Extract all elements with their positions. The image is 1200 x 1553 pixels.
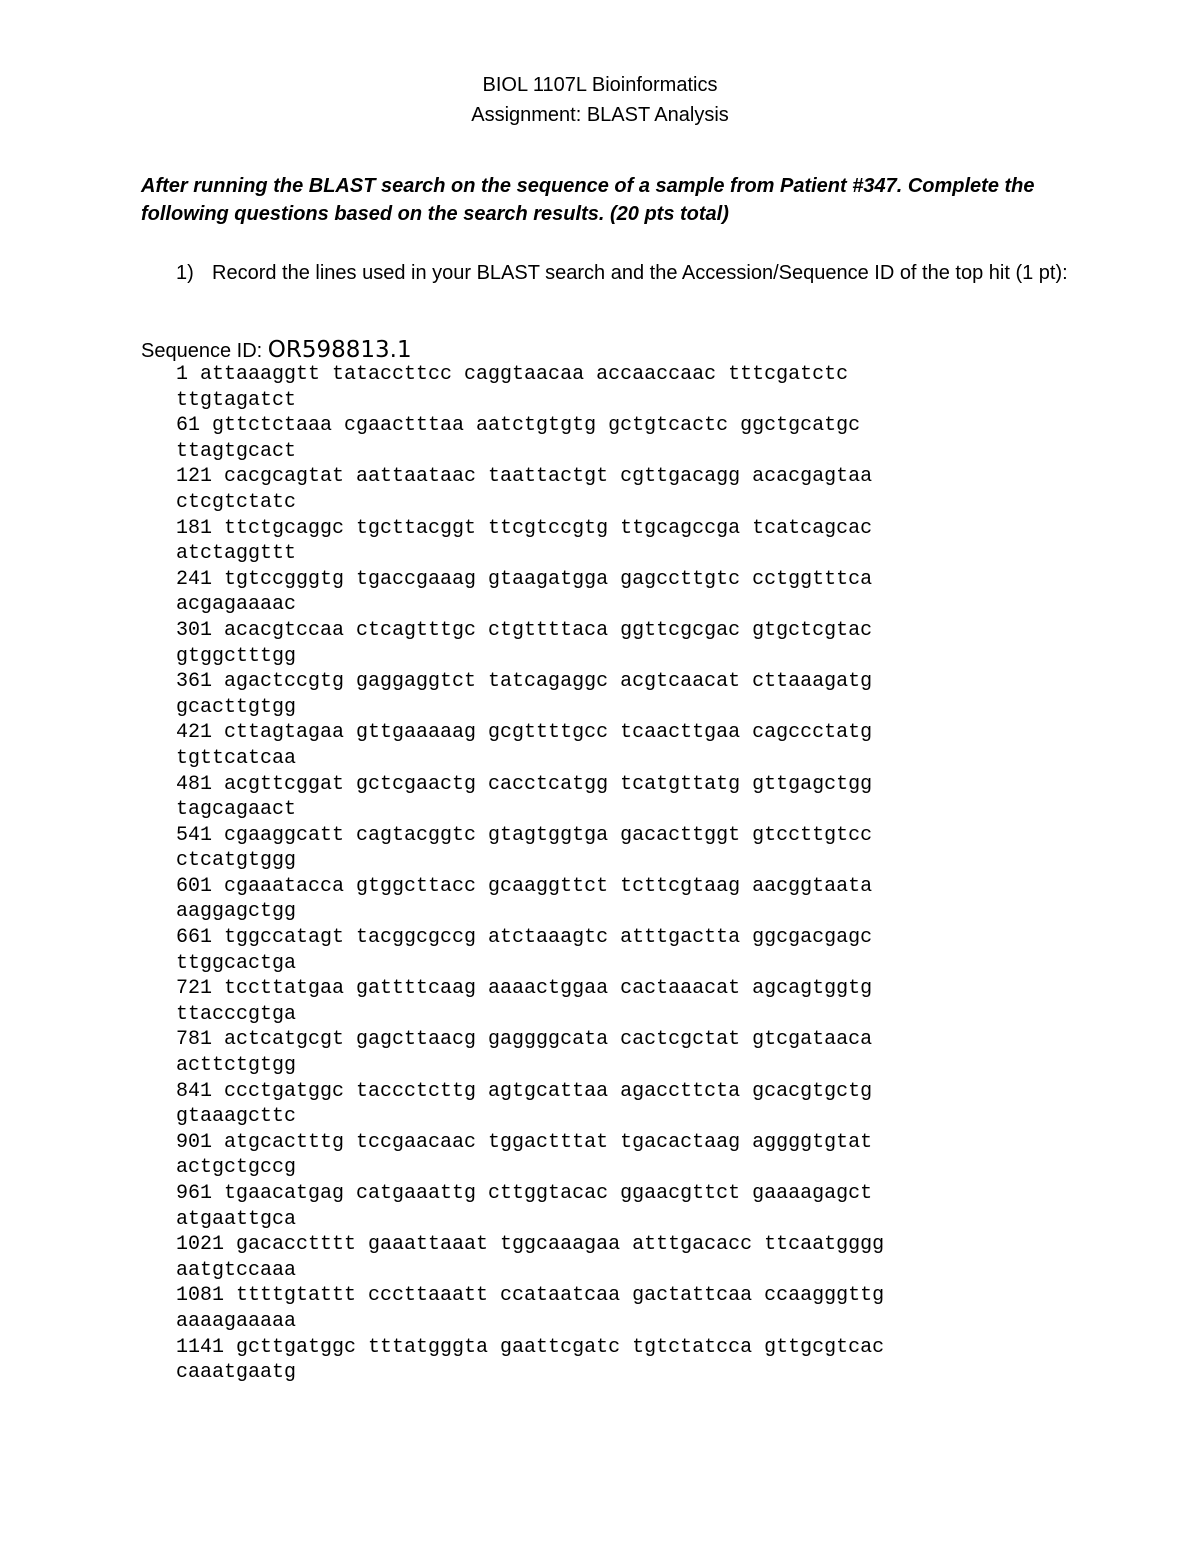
- sequence-line-main: 361 agactccgtg gaggaggtct tatcagaggc acgtcaacat cttaaagatg: [176, 670, 873, 694]
- sequence-line: [176, 1335, 1036, 1386]
- sequence-line-continuation: ttacccgtga: [176, 1002, 297, 1026]
- sequence-line-continuation: tagcagaact: [176, 798, 297, 822]
- sequence-line-continuation: atctaggttt: [176, 542, 297, 566]
- sequence-line-main: 841 ccctgatggc taccctcttg agtgcattaa agaccttcta gcacgtgctg: [176, 1079, 873, 1103]
- sequence-line-continuation: ttagtgcact: [176, 439, 297, 463]
- sequence-line: [176, 413, 1036, 464]
- sequence-line: [176, 362, 1036, 413]
- assignment-title: Assignment: BLAST Analysis: [471, 104, 729, 126]
- sequence-line-continuation: actgctgccg: [176, 1156, 297, 1180]
- sequence-line-main: 661 tggccatagt tacggcgccg atctaaagtc atttgactta ggcgacgagc: [176, 926, 873, 950]
- sequence-line-main: 781 actcatgcgt gagcttaacg gaggggcata cactcgctat gtcgataaca: [176, 1028, 873, 1052]
- sequence-line: [176, 976, 1036, 1027]
- sequence-line-main: 1 attaaaggtt tataccttcc caggtaacaa accaaccaac tttcgatctc: [176, 363, 849, 386]
- sequence-line: [176, 669, 1036, 720]
- sequence-line-continuation: aatgtccaaa: [176, 1258, 297, 1282]
- sequence-line-main: 241 tgtccgggtg tgaccgaaag gtaagatgga gagccttgtc cctggtttca: [176, 567, 873, 591]
- sequence-line: [176, 1283, 1036, 1334]
- sequence-id-row: [141, 336, 412, 365]
- sequence-line: [176, 567, 1036, 618]
- question-text: Record the lines used in your BLAST search and the Accession/Sequence ID of the top hit (1 pt):: [212, 262, 1068, 284]
- sequence-line-continuation: gcacttgtgg: [176, 695, 297, 719]
- document-header: [0, 70, 1200, 130]
- sequence-line-main: 541 cgaaggcatt cagtacggtc gtagtggtga gacacttggt gtccttgtcc: [176, 823, 873, 847]
- sequence-line-continuation: ctcatgtggg: [176, 849, 297, 873]
- sequence-line-main: 901 atgcactttg tccgaacaac tggactttat tgacactaag aggggtgtat: [176, 1130, 873, 1154]
- sequence-line-continuation: atgaattgca: [176, 1207, 297, 1231]
- sequence-line-main: 61 gttctctaaa cgaactttaa aatctgtgtg gctgtcactc ggctgcatgc: [176, 414, 861, 438]
- sequence-id-value: OR598813.1: [267, 337, 412, 363]
- sequence-line: [176, 1027, 1036, 1078]
- sequence-listing: [176, 362, 1036, 1386]
- sequence-line: [176, 1181, 1036, 1232]
- sequence-line: [176, 618, 1036, 669]
- sequence-line-continuation: ctcgtctatc: [176, 490, 297, 514]
- sequence-line-continuation: ttggcactga: [176, 951, 297, 975]
- sequence-line-continuation: caaatgaatg: [176, 1361, 297, 1385]
- sequence-line-continuation: gtggctttgg: [176, 644, 297, 668]
- sequence-line-continuation: tgttcatcaa: [176, 746, 297, 770]
- sequence-line: [176, 464, 1036, 515]
- sequence-line-main: 1141 gcttgatggc tttatgggta gaattcgatc tgtctatcca gttgcgtcac: [176, 1335, 885, 1359]
- sequence-line: [176, 874, 1036, 925]
- sequence-line-continuation: gtaaagcttc: [176, 1105, 297, 1129]
- sequence-line-main: 181 ttctgcaggc tgcttacggt ttcgtccgtg ttgcagccga tcatcagcac: [176, 516, 873, 540]
- sequence-line-main: 961 tgaacatgag catgaaattg cttggtacac ggaacgttct gaaaagagct: [176, 1182, 873, 1205]
- sequence-line: [176, 1130, 1036, 1181]
- question-1: [176, 258, 1076, 288]
- sequence-line: [176, 772, 1036, 823]
- course-title: BIOL 1107L Bioinformatics: [482, 74, 718, 96]
- sequence-line-main: 481 acgttcggat gctcgaactg cacctcatgg tcatgttatg gttgagctgg: [176, 772, 873, 796]
- sequence-line-main: 721 tccttatgaa gattttcaag aaaactggaa cactaaacat agcagtggtg: [176, 977, 873, 1001]
- instructions-paragraph: After running the BLAST search on the sequence of a sample from Patient #347. Complete the following questions based on the search results. (20 pts total): [141, 175, 1035, 225]
- sequence-line-main: 121 cacgcagtat aattaataac taattactgt cgttgacagg acacgagtaa: [176, 465, 873, 489]
- sequence-line-main: 1081 ttttgtattt cccttaaatt ccataatcaa gactattcaa ccaagggttg: [176, 1284, 885, 1308]
- sequence-line-continuation: acttctgtgg: [176, 1054, 297, 1078]
- sequence-line-main: 421 cttagtagaa gttgaaaaag gcgttttgcc tcaacttgaa cagccctatg: [176, 721, 873, 745]
- sequence-line-main: 301 acacgtccaa ctcagtttgc ctgttttaca ggttcgcgac gtgctcgtac: [176, 618, 873, 642]
- sequence-line: [176, 823, 1036, 874]
- sequence-line-continuation: aaaagaaaaa: [176, 1309, 297, 1333]
- sequence-line: [176, 1232, 1036, 1283]
- question-number: 1): [176, 262, 194, 284]
- sequence-line-continuation: ttgtagatct: [176, 388, 297, 412]
- sequence-line: [176, 516, 1036, 567]
- sequence-line-main: 1021 gacacctttt gaaattaaat tggcaaagaa atttgacacc ttcaatgggg: [176, 1233, 885, 1257]
- sequence-line: [176, 925, 1036, 976]
- sequence-line: [176, 720, 1036, 771]
- sequence-line-continuation: acgagaaaac: [176, 593, 297, 617]
- sequence-line-main: 601 cgaaatacca gtggcttacc gcaaggttct tcttcgtaag aacggtaata: [176, 874, 873, 898]
- sequence-line: [176, 1079, 1036, 1130]
- sequence-id-label: Sequence ID:: [141, 340, 268, 362]
- sequence-line-continuation: aaggagctgg: [176, 900, 297, 924]
